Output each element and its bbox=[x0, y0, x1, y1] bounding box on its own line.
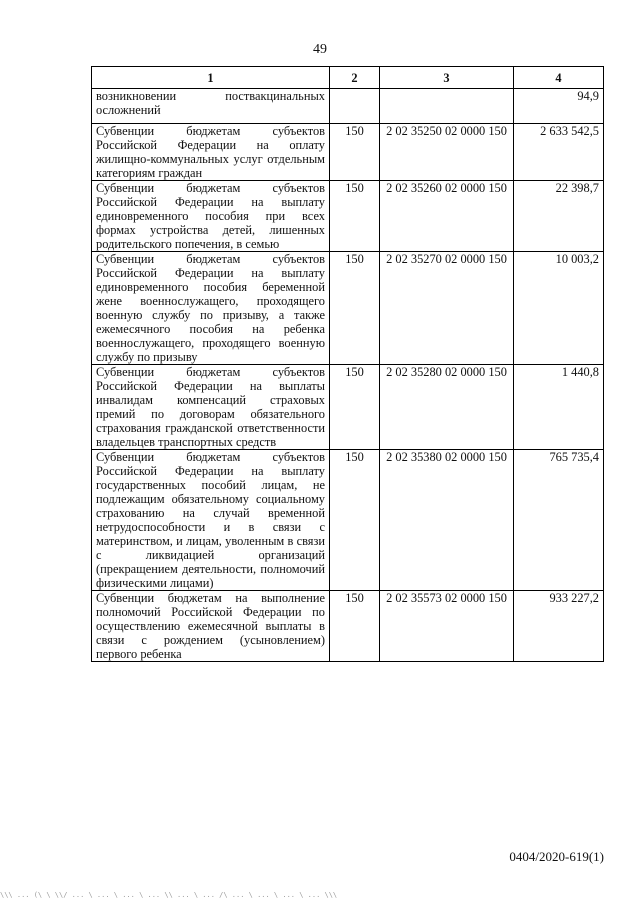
row-amount: 22 398,7 bbox=[514, 181, 604, 252]
table-row bbox=[92, 252, 604, 365]
table-row bbox=[92, 89, 604, 124]
row-kbk: 2 02 35260 02 0000 150 bbox=[380, 181, 514, 252]
column-header-1: 1 bbox=[92, 67, 330, 89]
row-code: 150 bbox=[330, 591, 380, 662]
document-code: 0404/2020-619(1) bbox=[509, 849, 604, 864]
row-kbk: 2 02 35270 02 0000 150 bbox=[380, 252, 514, 365]
row-name: Субвенции бюджетам субъектов Российской Федерации на оплату жилищно-коммунальных услуг отдельным категориям граждан bbox=[92, 124, 330, 181]
column-header-4: 4 bbox=[514, 67, 604, 89]
table-header-row bbox=[92, 67, 604, 89]
column-header-2: 2 bbox=[330, 67, 380, 89]
row-kbk: 2 02 35280 02 0000 150 bbox=[380, 365, 514, 450]
row-amount: 933 227,2 bbox=[514, 591, 604, 662]
row-amount: 94,9 bbox=[514, 89, 604, 124]
row-code: 150 bbox=[330, 252, 380, 365]
table-row bbox=[92, 450, 604, 591]
table-row bbox=[92, 591, 604, 662]
row-name: Субвенции бюджетам субъектов Российской Федерации на выплату единовременного пособия при всех формах устройства детей, лишенных родительского попечения, в семью bbox=[92, 181, 330, 252]
row-amount: 10 003,2 bbox=[514, 252, 604, 365]
row-code: 150 bbox=[330, 124, 380, 181]
row-name: Субвенции бюджетам субъектов Российской Федерации на выплату единовременного пособия беременной жене военнослужащего, проходящего военную службу по призыву, а также ежемесячного пособия на ребенка военнослужащего, проходящего военную службу по призыву bbox=[92, 252, 330, 365]
row-code bbox=[330, 89, 380, 124]
row-amount: 1 440,8 bbox=[514, 365, 604, 450]
row-name: возникновении поствакцинальных осложнений bbox=[92, 89, 330, 124]
row-kbk: 2 02 35573 02 0000 150 bbox=[380, 591, 514, 662]
column-header-3: 3 bbox=[380, 67, 514, 89]
row-kbk bbox=[380, 89, 514, 124]
footer-scan-line: \\\ ... (\ \ \\/ ... \ ... \ ... \ ... \\ ... \ ... /\ ... \ ... \ ... \ ... \\\ bbox=[0, 891, 338, 899]
row-kbk: 2 02 35380 02 0000 150 bbox=[380, 450, 514, 591]
row-name: Субвенции бюджетам субъектов Российской Федерации на выплату государственных пособий лицам, не подлежащим обязательному социальному страхованию на случай временной нетрудоспособности и в связи с материнством, и лицам, уволенным в связи с ликвидацией организаций (прекращением деятельности, полномочий физическими лицами) bbox=[92, 450, 330, 591]
row-code: 150 bbox=[330, 365, 380, 450]
budget-table bbox=[91, 66, 604, 662]
page-number: 49 bbox=[313, 42, 327, 57]
table-row bbox=[92, 365, 604, 450]
row-name: Субвенции бюджетам на выполнение полномочий Российской Федерации по осуществлению ежемесячной выплаты в связи с рождением (усыновлением) первого ребенка bbox=[92, 591, 330, 662]
row-code: 150 bbox=[330, 450, 380, 591]
row-code: 150 bbox=[330, 181, 380, 252]
table-row bbox=[92, 181, 604, 252]
row-amount: 2 633 542,5 bbox=[514, 124, 604, 181]
row-amount: 765 735,4 bbox=[514, 450, 604, 591]
row-name: Субвенции бюджетам субъектов Российской Федерации на выплаты инвалидам компенсаций страховых премий по договорам обязательного страхования гражданской ответственности владельцев транспортных средств bbox=[92, 365, 330, 450]
table-row bbox=[92, 124, 604, 181]
row-kbk: 2 02 35250 02 0000 150 bbox=[380, 124, 514, 181]
